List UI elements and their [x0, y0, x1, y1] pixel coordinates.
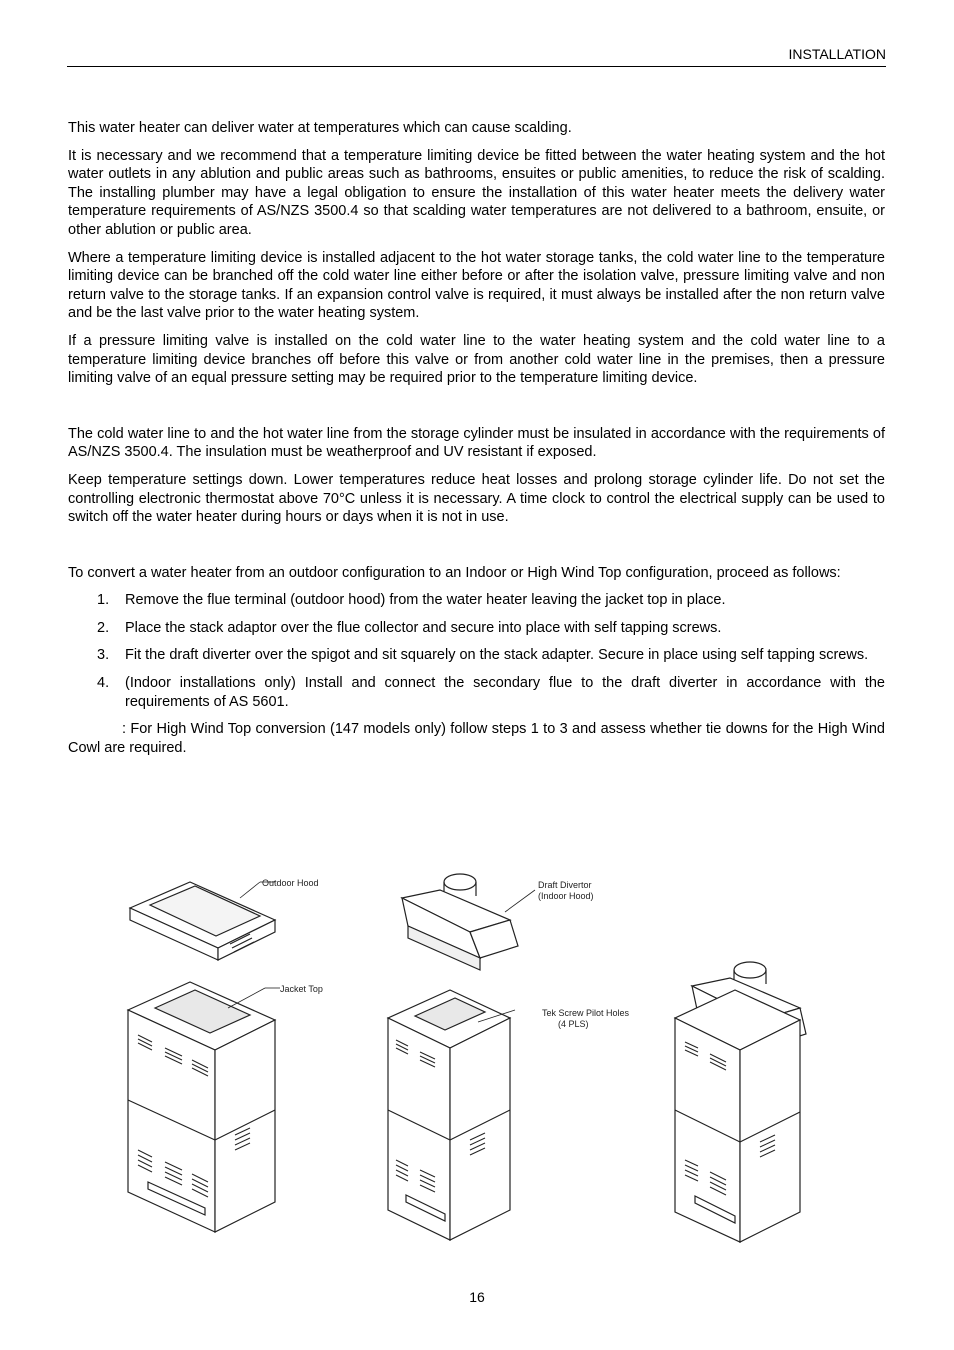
- paragraph: The cold water line to and the hot water line from the storage cylinder must be insulated in accordance with the requirements of AS/NZS 3500.4. The insulation must be weatherproof and UV resistant if exposed.: [68, 425, 885, 461]
- page-content: [68, 119, 885, 757]
- note: : For High Wind Top conversion (147 models only) follow steps 1 to 3 and assess whether tie downs for the High Wind Cowl are required.: [68, 721, 885, 756]
- paragraph: It is necessary and we recommend that a temperature limiting device be fitted between the water heating system and the hot water outlets in any ablution and public areas such as bathrooms, ensuites or public amenities, to reduce the risk of scalding. The installing plumber may have a legal obligation to ensure the installation of this water heater meets the delivery water temperature requirements of AS/NZS 3500.4 so that scalding water temperatures are not delivered to a bathroom, ensuite, or other ablution or public area.: [68, 147, 885, 238]
- paragraph: If a pressure limiting valve is installed on the cold water line to the water heating system and the cold water line to a temperature limiting device branches off before this valve or from another cold water line in the premises, then a pressure limiting valve of an equal pressure setting may be required prior to the temperature limiting device.: [68, 332, 885, 387]
- page-header: [67, 46, 886, 67]
- heater-converted: [675, 962, 806, 1242]
- conversion-steps: [68, 591, 885, 711]
- list-item: 3. Fit the draft diverter over the spigot and sit squarely on the stack adapter. Secure in place using self tapping screws.: [97, 647, 869, 664]
- conversion-intro: To convert a water heater from an outdoor configuration to an Indoor or High Wind Top configuration, proceed as follows:: [68, 564, 841, 581]
- label-jacket-top: Jacket Top: [280, 984, 323, 994]
- list-item: 2. Place the stack adaptor over the flue collector and secure into place with self tapping screws.: [97, 619, 722, 636]
- label-tek-screw-sub: (4 PLS): [558, 1019, 589, 1029]
- conversion-figure: [110, 860, 850, 1250]
- label-tek-screw: Tek Screw Pilot Holes: [542, 1008, 630, 1018]
- heater-outdoor: [128, 882, 275, 1232]
- section-title: INSTALLATION: [788, 46, 886, 62]
- paragraph: Keep temperature settings down. Lower temperatures reduce heat losses and prolong storage cylinder life. Do not set the controlling electronic thermostat above 70°C unless it is necessary. A time clock to control the electrical supply can be used to switch off the water heater during hours or days when it is not in use.: [68, 471, 885, 526]
- page-number: 16: [469, 1289, 485, 1305]
- paragraph: Where a temperature limiting device is installed adjacent to the hot water storage tanks, the cold water line to the temperature limiting device can be branched off the cold water line either before or after the isolation valve, pressure limiting valve and non return valve to the storage tanks. If an expansion control valve is required, it must always be installed after the non return valve and be the last valve prior to the water heating system.: [68, 249, 885, 322]
- paragraph: This water heater can deliver water at temperatures which can cause scalding.: [68, 120, 572, 136]
- label-outdoor-hood: Outdoor Hood: [262, 878, 319, 888]
- list-item: 4. (Indoor installations only) Install and connect the secondary flue to the draft diverter in accordance with the requirements of AS 5601.: [97, 675, 885, 710]
- list-item: 1. Remove the flue terminal (outdoor hood) from the water heater leaving the jacket top in place.: [97, 592, 726, 609]
- heater-indoor: [388, 874, 518, 1240]
- label-draft-diverter-sub: (Indoor Hood): [538, 891, 594, 901]
- label-draft-diverter: Draft Divertor: [538, 880, 592, 890]
